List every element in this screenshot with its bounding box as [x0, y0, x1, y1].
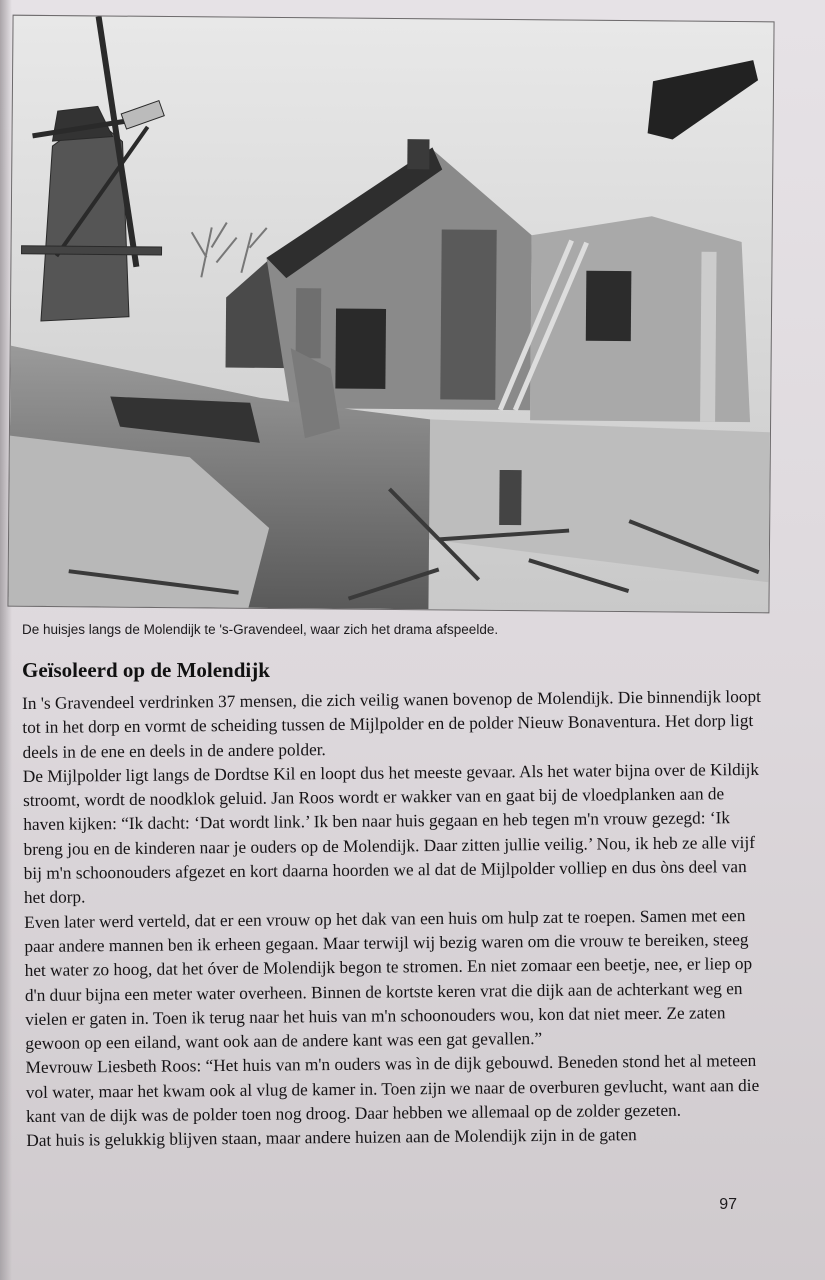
photo-illustration	[8, 16, 773, 613]
section-heading: Geïsoleerd op de Molendijk	[22, 658, 270, 682]
paragraph-4: Mevrouw Liesbeth Roos: “Het huis van m'n ouders was ìn de dijk gebouwd. Beneden stond het al meteen vol water, maar het kwam ook al vlug de kamer in. Toen zijn we naar de overburen gevlucht, want aan die kant van de dijk was de polder toen nog droog. Daar hebben we allemaal op de zolder gezeten.	[25, 1051, 760, 1127]
paragraph-5: Dat huis is gelukkig blijven staan, maar andere huizen aan de Molendijk zijn in de gaten	[26, 1125, 637, 1151]
article-body	[22, 685, 771, 1154]
historical-photo	[7, 15, 774, 614]
photo-caption: De huisjes langs de Molendijk te 's-Gravendeel, waar zich het drama afspeelde.	[22, 622, 499, 637]
paragraph-1: In 's Gravendeel verdrinken 37 mensen, die zich veilig wanen bovenop de Molendijk. Die binnendijk loopt tot in het dorp en vormt de scheiding tussen de Mijlpolder en de polder Nieuw Bonaventura. Het dorp ligt deels in de ene en deels in de andere polder.	[22, 686, 761, 762]
paragraph-2: De Mijlpolder ligt langs de Dordtse Kil en loopt dus het meeste gevaar. Als het water bijna over de Kildijk stroomt, wordt de noodklok geluid. Jan Roos wordt er wakker van en gaat bij de vloedplanken aan de haven kijken: “Ik dacht: ‘Dat wordt link.’ Ik ben naar huis gegaan en heb tegen m'n vrouw gezegd: ‘Ik breng jou en de kinderen naar je ouders op de Molendijk. Daar zitten jullie veilig.’ Nou, ik heb ze alle vijf bij m'n schoonouders afgezet en kort daarna hoorden we al dat de Mijlpolder volliep en dus òns deel van het dorp.	[22, 759, 760, 908]
page-number: 97	[719, 1196, 737, 1213]
paragraph-3: Even later werd verteld, dat er een vrouw op het dak van een huis om hulp zat te roepen. Samen met een paar andere mannen ben ik erheen gegaan. Maar terwijl wij bezig waren om die vrouw te bereiken, steeg het water zo hoog, dat het óver de Molendijk begon te stromen. En niet zomaar een beetje, nee, er liep op d'n duur bijna een meter water overheen. Binnen de kortste keren vrat die dijk aan de achterkant weg en vielen er gaten in. Toen ik terug naar het huis van m'n schoonouders wou, kon dat niet meer. Ze zaten gewoon op een eiland, want ook aan de andere kant was een gat gevallen.”	[24, 905, 753, 1054]
